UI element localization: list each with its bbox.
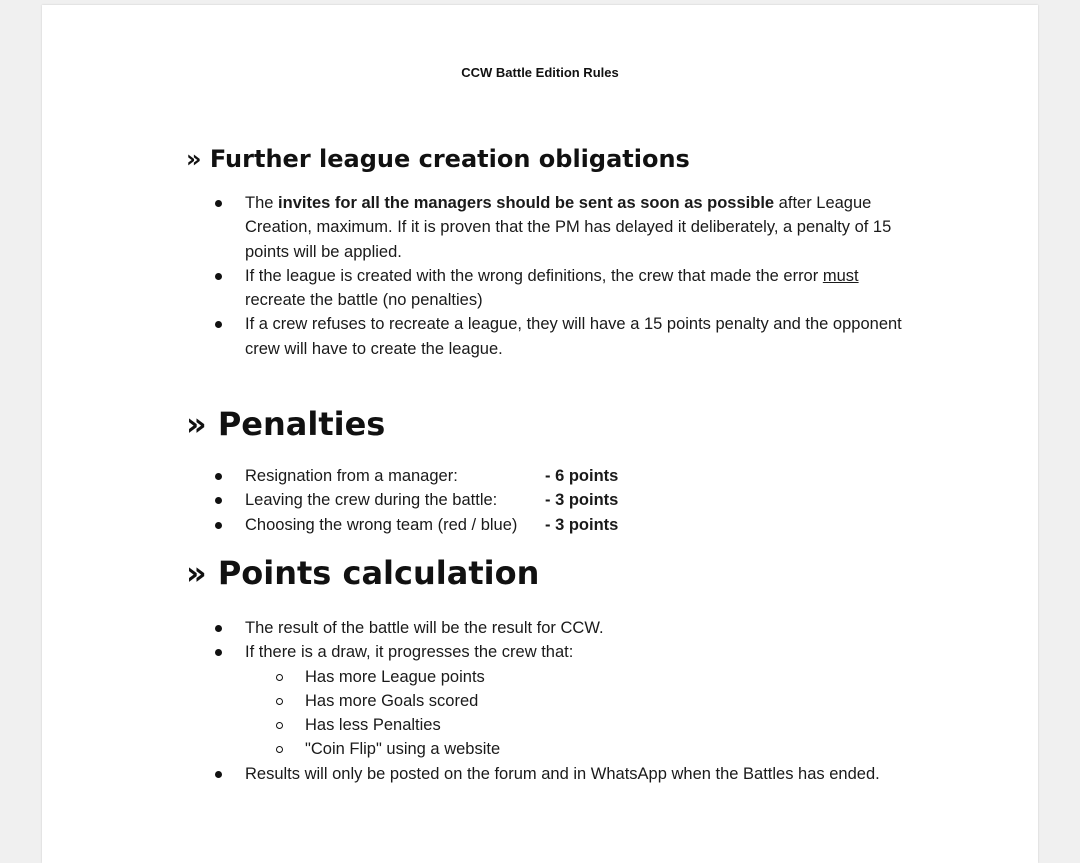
list-item: The result of the battle will be the result for CCW. (210, 616, 950, 640)
penalties-list (210, 464, 710, 537)
underlined-text: must (822, 266, 859, 285)
list-item: If the league is created with the wrong definitions, the crew that made the error must recreate the battle (no penalties) (210, 264, 910, 313)
document-page (42, 5, 1038, 863)
section-heading-penalties: » Penalties (186, 405, 386, 443)
tiebreak-sublist (270, 665, 950, 762)
document-title: CCW Battle Edition Rules (461, 65, 619, 80)
penalty-label: Resignation from a manager: (245, 467, 458, 485)
sub-list-item: Has more Goals scored (270, 689, 950, 713)
section-heading-obligations: » Further league creation obligations (186, 145, 690, 173)
list-item: If a crew refuses to recreate a league, they will have a 15 points penalty and the opponent crew will have to create the league. (210, 312, 910, 361)
sub-list-item: "Coin Flip" using a website (270, 737, 950, 761)
sub-list-item: Has more League points (270, 665, 950, 689)
penalty-item (210, 488, 710, 512)
bold-text: invites for all the managers should be sent as soon as possible (278, 194, 775, 212)
list-item: If there is a draw, it progresses the crew that: Has more League points Has more Goals scored Has less Penalties "Coin Flip" using a website (210, 640, 950, 761)
list-item: Results will only be posted on the forum and in WhatsApp when the Battles has ended. (210, 762, 950, 786)
obligations-list (210, 191, 910, 361)
penalty-label: Choosing the wrong team (red / blue) (245, 515, 518, 534)
penalty-value: - 3 points (545, 515, 619, 534)
points-list (210, 616, 950, 786)
sub-list-item: Has less Penalties (270, 713, 950, 737)
section-heading-points: » Points calculation (186, 554, 540, 592)
penalty-item (210, 464, 710, 488)
penalty-label: Leaving the crew during the battle: (245, 491, 498, 510)
penalty-value: - 3 points (545, 491, 619, 510)
penalty-item (210, 513, 710, 537)
list-item: The invites for all the managers should be sent as soon as possible after League Creation, maximum. If it is proven that the PM has delayed it deliberately, a penalty of 15 points will be applied. (210, 191, 910, 264)
penalty-value: - 6 points (545, 467, 619, 485)
